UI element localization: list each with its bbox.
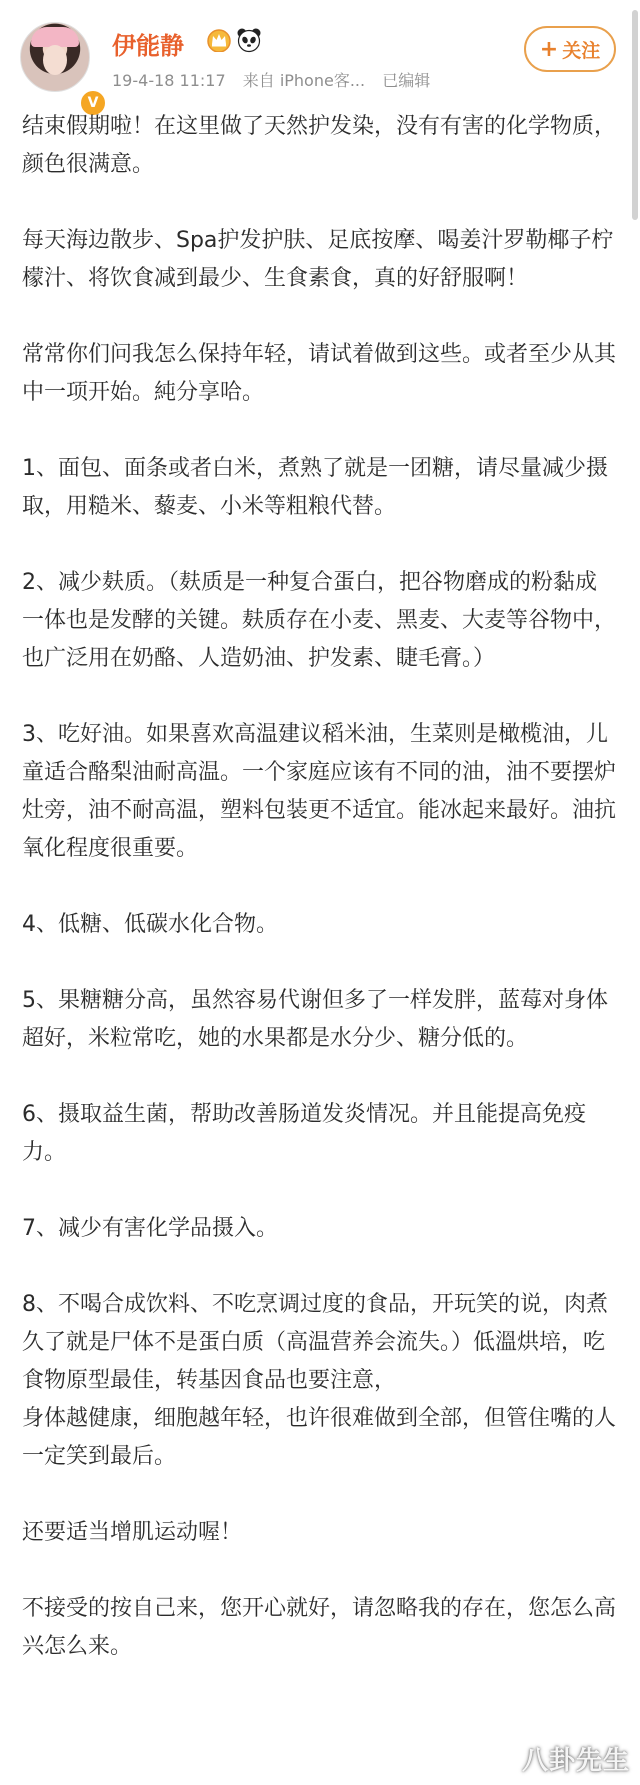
crown-icon bbox=[206, 28, 232, 52]
verified-badge-icon: V bbox=[79, 89, 107, 117]
follow-button[interactable] bbox=[524, 26, 616, 72]
post-meta bbox=[112, 68, 442, 91]
author-name[interactable]: 伊能静 bbox=[112, 32, 184, 60]
post-paragraph: 结束假期啦！在这里做了天然护发染，没有有害的化学物质，颜色很满意。 bbox=[22, 114, 617, 177]
post-paragraph: 5、果糖糖分高，虽然容易代谢但多了一样发胖，蓝莓对身体超好，米粒常吃，她的水果都是水分少、糖分低的。 bbox=[22, 988, 608, 1051]
watermark: 八卦先生 bbox=[521, 1746, 630, 1776]
avatar-cap bbox=[31, 27, 79, 47]
post-paragraph: 1、面包、面条或者白米，煮熟了就是一团糖，请尽量减少摄取，用糙米、藜麦、小米等粗粮代替。 bbox=[22, 456, 608, 519]
post-paragraph: 7、减少有害化学品摄入。 bbox=[22, 1216, 278, 1241]
avatar-face bbox=[43, 45, 67, 75]
post-paragraph: 6、摄取益生菌，帮助改善肠道发炎情况。并且能提高免疫力。 bbox=[22, 1102, 586, 1165]
post-paragraph: 2、减少麸质。（麸质是一种复合蛋白，把谷物磨成的粉黏成一体也是发酵的关键。麸质存在小麦、黑麦、大麦等谷物中，也广泛用在奶酪、人造奶油、护发素、睫毛膏。） bbox=[22, 570, 617, 671]
post-header bbox=[0, 0, 640, 111]
post-paragraph: 8、不喝合成饮料、不吃烹调过度的食品，开玩笑的说，肉煮久了就是尸体不是蛋白质（高温营养会流失。）低溫烘培，吃食物原型最佳，转基因食品也要注意， 身体越健康，细胞越年轻，也许很难做到全部，但管住嘴的人一定笑到最后。 bbox=[22, 1292, 617, 1469]
avatar[interactable] bbox=[20, 22, 99, 111]
post-timestamp: 19-4-18 11:17 bbox=[112, 71, 226, 90]
post-source[interactable]: 来自 iPhone客... bbox=[242, 71, 366, 90]
scrollbar[interactable] bbox=[632, 10, 638, 220]
post-paragraph: 常常你们问我怎么保持年轻，请试着做到这些。或者至少从其中一项开始。純分享哈。 bbox=[22, 342, 617, 405]
panda-icon bbox=[236, 27, 262, 53]
post-paragraph: 还要适当增肌运动喔！ bbox=[22, 1520, 243, 1545]
post-paragraph: 3、吃好油。如果喜欢高温建议稻米油，生菜则是橄榄油，儿童适合酪梨油耐高温。一个家庭应该有不同的油，油不要摆炉灶旁，油不耐高温，塑料包装更不适宜。能冰起来最好。油抗氧化程度很重要。 bbox=[22, 722, 617, 861]
post-content bbox=[22, 108, 618, 1666]
post-paragraph: 每天海边散步、Spa护发护肤、足底按摩、喝姜汁罗勒椰子柠檬汁、将饮食减到最少、生食素食，真的好舒服啊！ bbox=[22, 228, 614, 291]
post-paragraph: 不接受的按自己来，您开心就好，请忽略我的存在，您怎么高兴怎么来。 bbox=[22, 1596, 617, 1659]
follow-label: 关注 bbox=[562, 39, 601, 62]
plus-icon: + bbox=[539, 36, 559, 62]
edited-label[interactable]: 已编辑 bbox=[382, 71, 431, 90]
post-paragraph: 4、低糖、低碳水化合物。 bbox=[22, 912, 278, 937]
